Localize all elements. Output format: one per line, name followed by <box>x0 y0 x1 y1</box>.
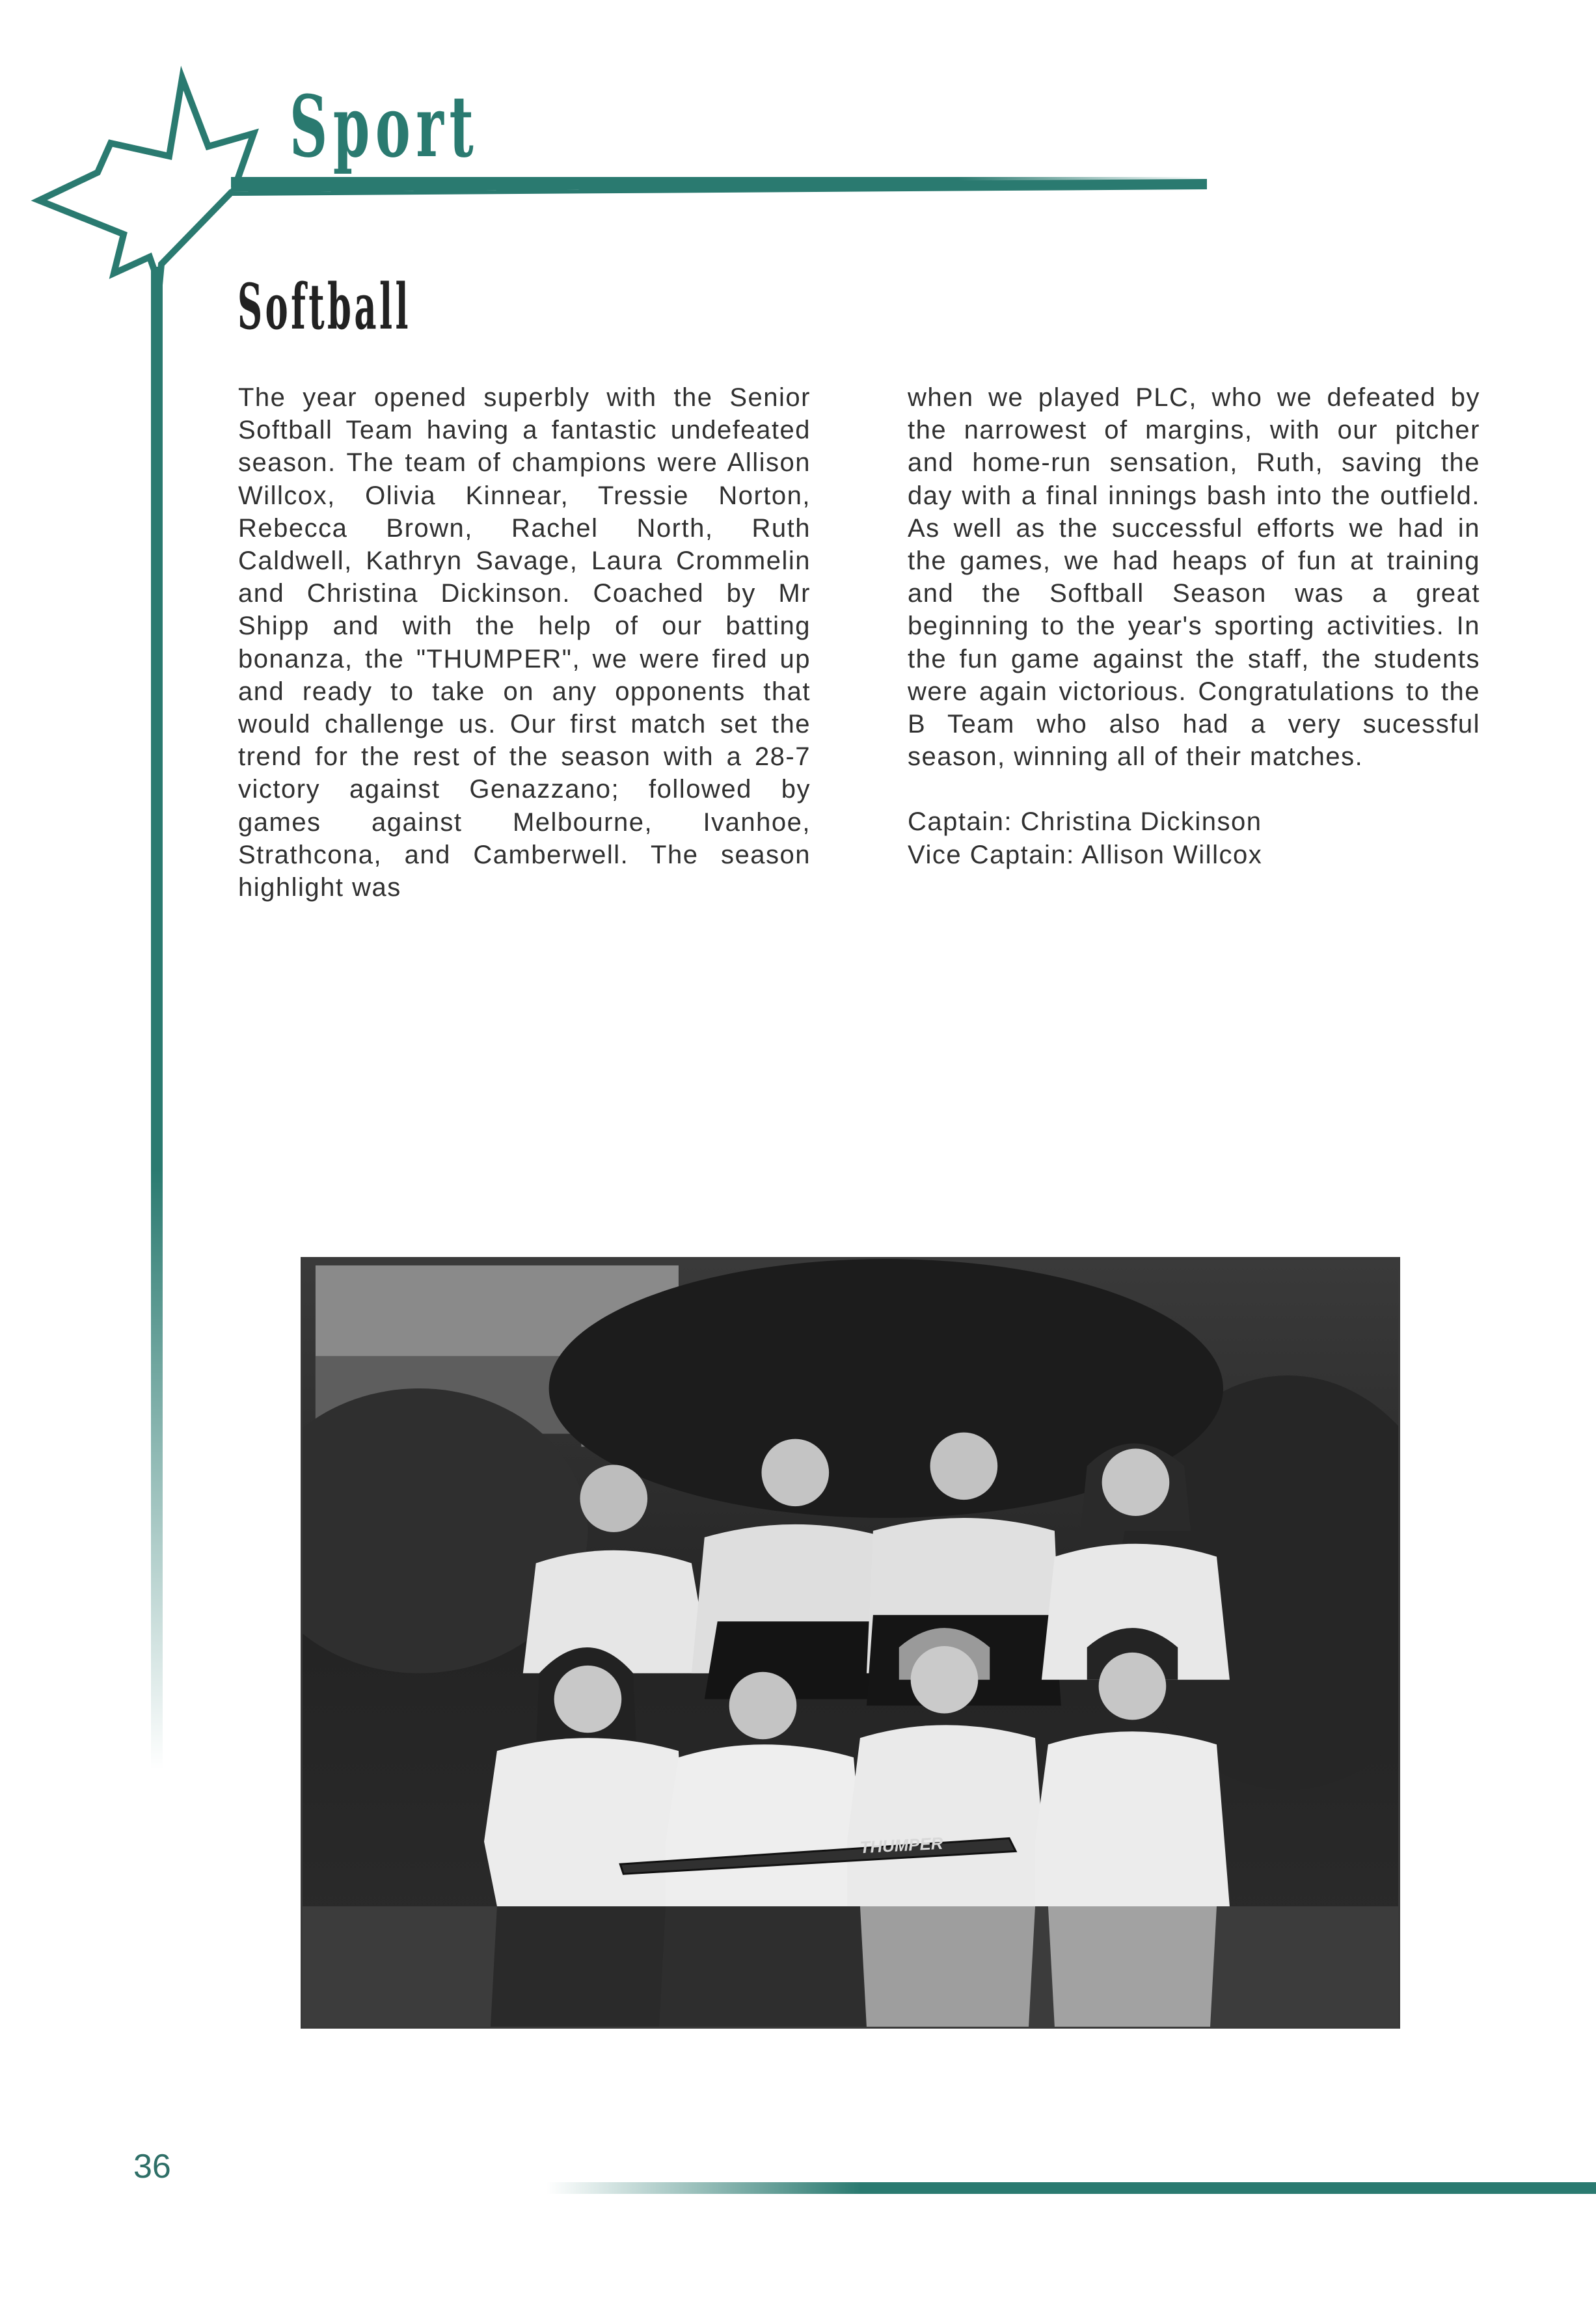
article-title: Softball <box>237 270 411 344</box>
captain-line: Captain: Christina Dickinson <box>908 807 1262 837</box>
team-photo <box>301 1257 1400 2029</box>
bat-label: THUMPER <box>859 1834 944 1858</box>
article-paragraph-right: when we played PLC, who we defeated by the narrowest of margins, with our pitcher and home-run sensation, Ruth, saving the day with a final innings bash into the outfield. As well as the successful efforts we had in the games, we had heaps of fun at training and the Softball Season was a great beginning to the year's sporting activities. In the fun game against the staff, the students were again victorious. Congratulations to the B Team who also had a very sucessful season, winning all of their matches. <box>908 383 1480 772</box>
article-paragraph-left: The year opened superbly with the Senior Softball Team having a fantastic undefeated season. The team of champions were Allison Willcox, Olivia Kinnear, Tressie Norton, Rebecca Brown, Rachel North, Ruth Caldwell, Kathryn Savage, Laura Crommelin and Christina Dickinson. Coached by Mr Shipp and with the help of our batting bonanza, the "THUMPER", we were fired up and ready to take on any opponents that would challenge us. Our first match set the trend for the rest of the season with a 28-7 victory against Genazzano; followed by games against Melbourne, Ivanhoe, Strathcona, and Camberwell. The season highlight was <box>238 383 811 902</box>
section-title: Sport <box>290 77 480 176</box>
vice-captain-line: Vice Captain: Allison Willcox <box>908 840 1263 869</box>
text-column-left <box>238 381 811 904</box>
captains-block <box>908 805 1480 871</box>
text-column-right <box>908 381 1480 871</box>
page-number: 36 <box>133 2148 171 2185</box>
